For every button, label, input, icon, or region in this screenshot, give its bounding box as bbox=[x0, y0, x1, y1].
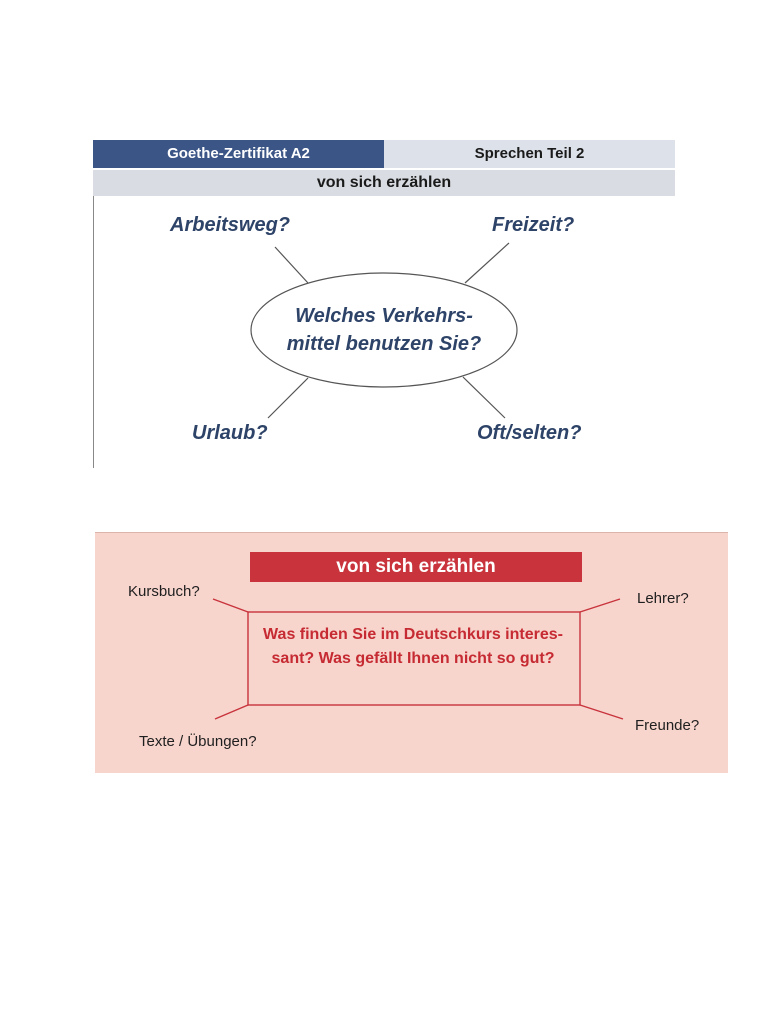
keyword-top-left: Kursbuch? bbox=[128, 583, 200, 600]
connector-top-right bbox=[580, 599, 620, 612]
keyword-bottom-left: Texte / Übungen? bbox=[139, 733, 257, 750]
keyword-bottom-right: Oft/selten? bbox=[477, 422, 582, 444]
center-question-line-2: mittel benutzen Sie? bbox=[286, 333, 482, 355]
center-question-line-1: Welches Verkehrs- bbox=[295, 305, 473, 327]
center-question bbox=[253, 302, 515, 358]
connector-top-right bbox=[465, 243, 509, 283]
exam-title: Goethe-Zertifikat A2 bbox=[93, 140, 384, 168]
topic-title: von sich erzählen bbox=[93, 170, 675, 196]
connector-top-left bbox=[213, 599, 248, 612]
connector-bottom-left bbox=[215, 705, 248, 719]
connector-bottom-right bbox=[463, 377, 505, 418]
center-question bbox=[253, 623, 573, 671]
connector-bottom-right bbox=[580, 705, 623, 719]
topic-title-banner: von sich erzählen bbox=[250, 552, 582, 582]
keyword-top-right: Freizeit? bbox=[492, 214, 575, 236]
keyword-bottom-left: Urlaub? bbox=[192, 422, 268, 444]
center-question-line-1: Was finden Sie im Deutschkurs interes- bbox=[263, 626, 563, 643]
keyword-bottom-right: Freunde? bbox=[635, 717, 700, 734]
mindmap-card-goethe bbox=[93, 140, 675, 468]
keyword-top-left: Arbeitsweg? bbox=[170, 214, 291, 236]
connector-bottom-left bbox=[268, 378, 308, 418]
center-question-line-2: sant? Was gefällt Ihnen nicht so gut? bbox=[271, 650, 555, 667]
exam-part: Sprechen Teil 2 bbox=[384, 140, 675, 168]
connector-top-left bbox=[275, 247, 308, 283]
mindmap-card-kurs bbox=[95, 532, 728, 773]
keyword-top-right: Lehrer? bbox=[637, 590, 689, 607]
